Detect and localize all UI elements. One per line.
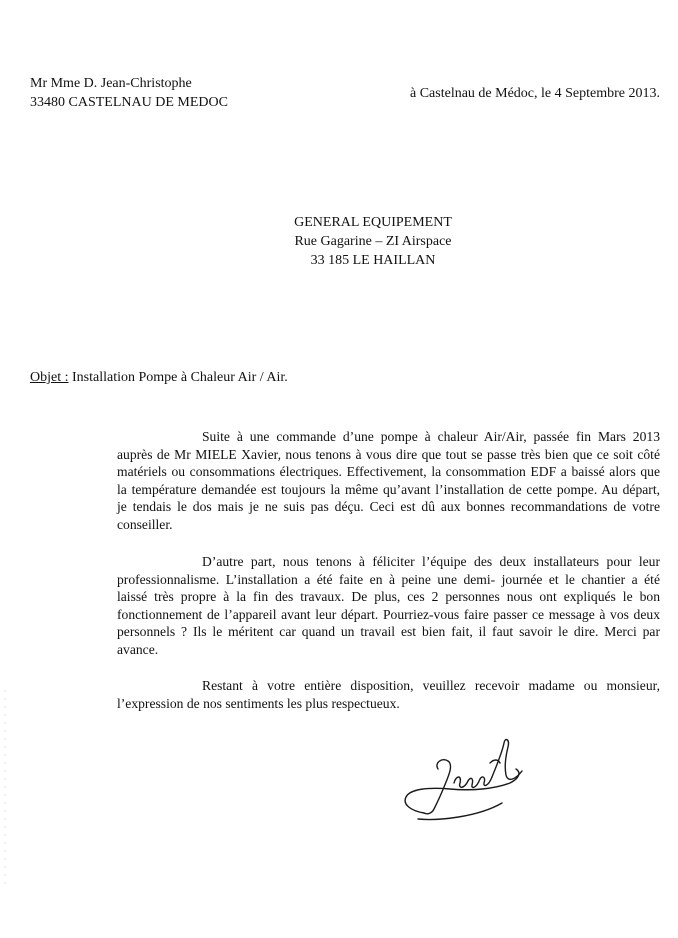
paragraph-line: je tendais le dos mais je ne suis pas déçu. Ceci est dû aux bonnes recommandations de votre xyxy=(117,499,660,514)
paragraph-1 xyxy=(117,428,660,533)
paragraph-3 xyxy=(117,677,660,712)
paragraph-2 xyxy=(117,553,660,658)
scan-edge-mark xyxy=(4,690,6,890)
paragraph-line: laissé très propre à la fin des travaux. De plus, ces 2 personnes nous ont expliqués le bon xyxy=(117,589,660,604)
sender-block xyxy=(30,74,228,112)
paragraph-line: Restant à votre entière disposition, veuillez recevoir madame ou monsieur, xyxy=(202,678,660,693)
paragraph-line: matériels ou consommations électriques. Effectivement, la consommation EDF a baissé alors que xyxy=(117,464,660,479)
paragraph-line: D’autre part, nous tenons à féliciter l’équipe des deux installateurs pour leur xyxy=(202,554,660,569)
handwritten-signature xyxy=(398,733,528,823)
paragraph-line: personnels ? Ils le méritent car quand un travail est bien fait, il faut savoir le dire. Merci par xyxy=(117,624,660,639)
subject-line xyxy=(30,370,288,386)
sender-address: 33480 CASTELNAU DE MEDOC xyxy=(30,95,228,110)
paragraph-line: conseiller. xyxy=(117,516,173,532)
place-date: à Castelnau de Médoc, le 4 Septembre 2013. xyxy=(410,86,660,101)
paragraph-line: Suite à une commande d’une pompe à chaleur Air/Air, passée fin Mars 2013 xyxy=(202,429,660,444)
paragraph-line: avance. xyxy=(117,641,159,657)
sender-name: Mr Mme D. Jean-Christophe xyxy=(30,76,192,91)
recipient-company: GENERAL EQUIPEMENT xyxy=(294,215,452,230)
paragraph-line: auprès de Mr MIELE Xavier, nous tenons à vous dire que tout se passe très bien que ce soit côté xyxy=(117,446,660,462)
recipient-city: 33 185 LE HAILLAN xyxy=(310,253,436,268)
paragraph-line: professionnalisme. L’installation a été faite en à peine une demi- journée et le chantier a été xyxy=(117,571,660,587)
paragraph-line: fonctionnement de l’appareil avant leur départ. Pourriez-vous faire passer ce message à vos deux xyxy=(117,606,660,622)
recipient-block xyxy=(248,213,498,270)
subject-label: Objet : xyxy=(30,370,69,385)
paragraph-line: la température demandée est toujours la même qu’avant l’installation de cette pompe. Au départ, xyxy=(117,481,660,497)
recipient-street: Rue Gagarine – ZI Airspace xyxy=(294,234,452,249)
subject-text: Installation Pompe à Chaleur Air / Air. xyxy=(68,370,288,385)
paragraph-line: l’expression de nos sentiments les plus respectueux. xyxy=(117,695,400,711)
